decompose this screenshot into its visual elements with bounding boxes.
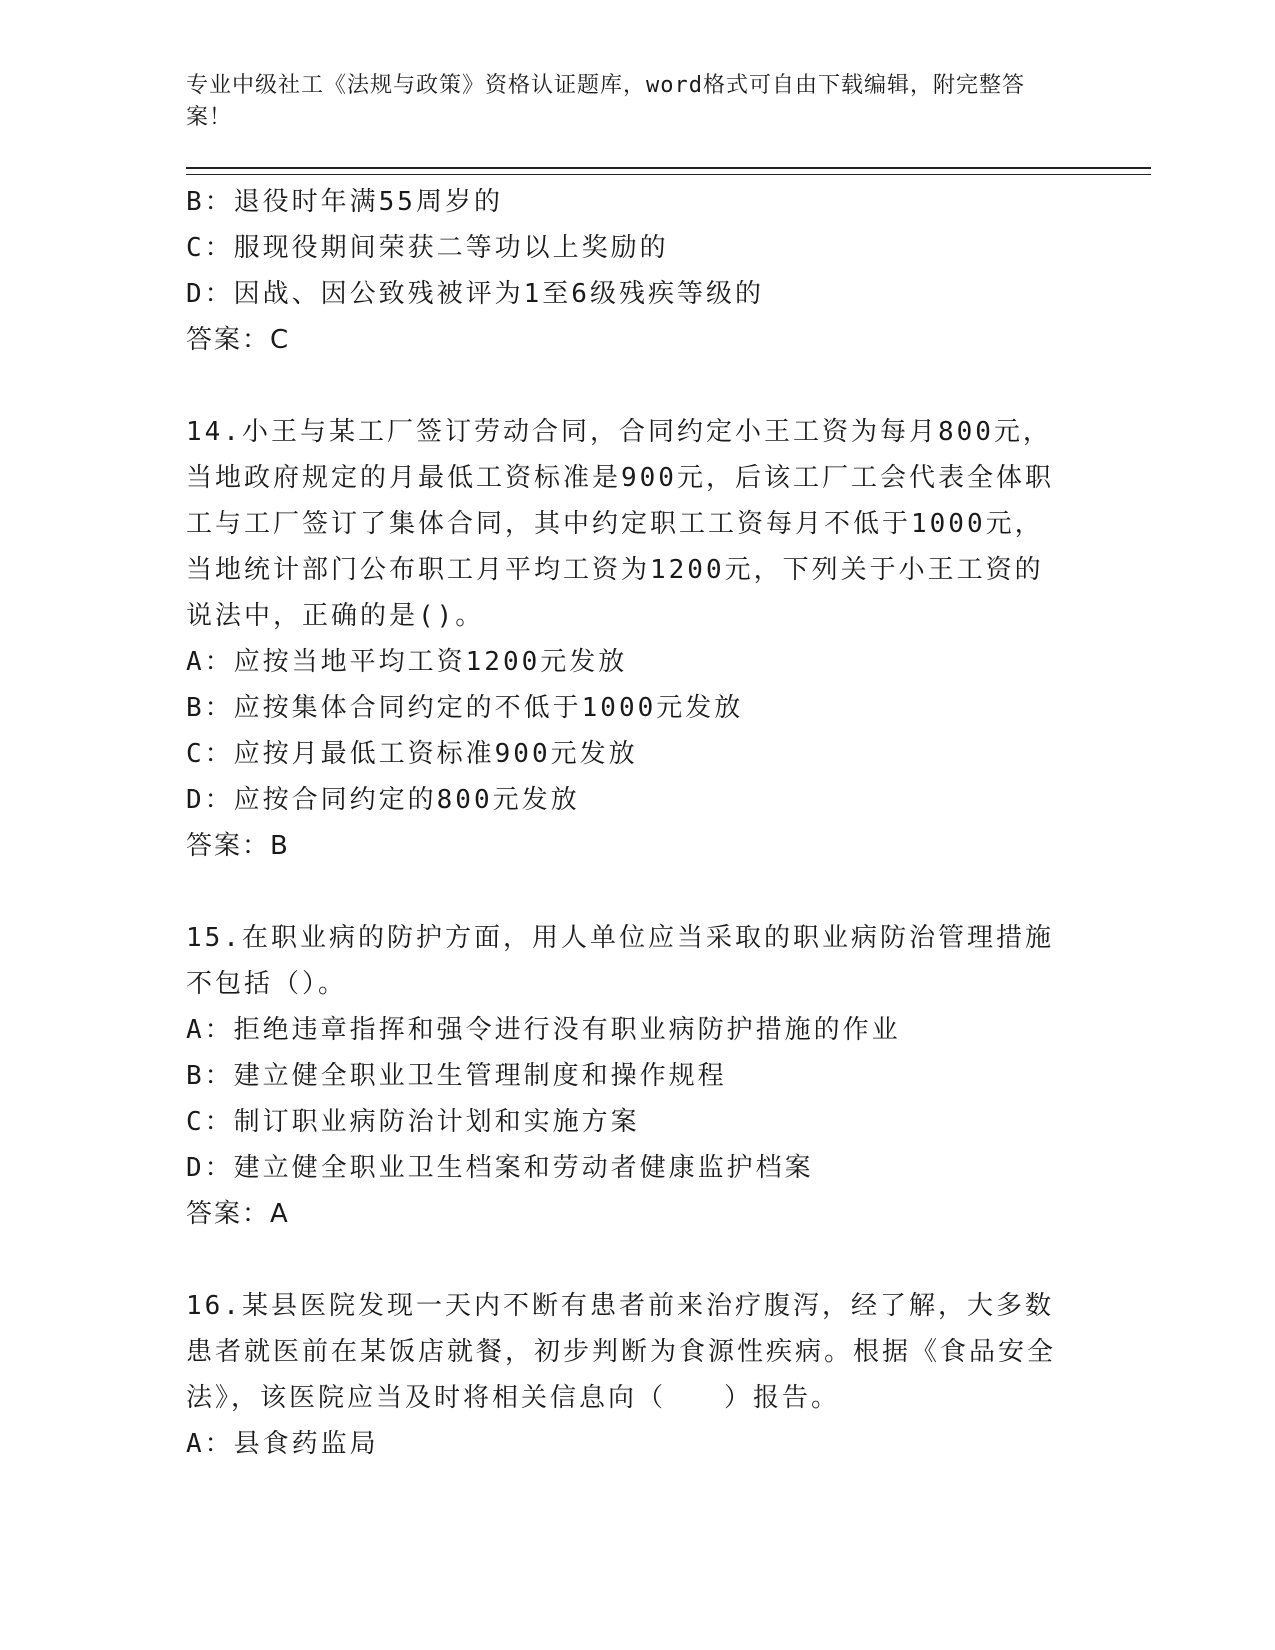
option-b: B：应按集体合同约定的不低于1000元发放	[186, 693, 744, 723]
option-d: D：建立健全职业卫生档案和劳动者健康监护档案	[186, 1153, 814, 1183]
option-c: C：应按月最低工资标准900元发放	[186, 739, 638, 769]
answer: 答案：B	[186, 831, 290, 861]
option-a: A：县食药监局	[186, 1429, 379, 1459]
question-stem: 14.小王与某工厂签订劳动合同，合同约定小王工资为每月800元，当地政府规定的月最低工资标准是900元，后该工厂工会代表全体职工与工厂签订了集体合同，其中约定职工工资每月不低于1000元，当地统计部门公布职工月平均工资为1200元，下列关于小王工资的说法中，正确的是()。	[186, 417, 1054, 631]
option-b: B：退役时年满55周岁的	[186, 187, 503, 217]
document-header: 专业中级社工《法规与政策》资格认证题库，word格式可自由下载编辑，附完整答案！	[186, 73, 1025, 130]
question-14	[186, 409, 1066, 869]
question-15	[186, 915, 1066, 1237]
option-a: A：拒绝违章指挥和强令进行没有职业病防护措施的作业	[186, 1015, 901, 1045]
option-b: B：建立健全职业卫生管理制度和操作规程	[186, 1061, 727, 1091]
option-d: D：因战、因公致残被评为1至6级残疾等级的	[186, 279, 764, 309]
answer: 答案：A	[186, 1199, 290, 1229]
option-a: A：应按当地平均工资1200元发放	[186, 647, 628, 677]
question-16	[186, 1283, 1066, 1467]
document-page	[186, 70, 1151, 1467]
question-13-continued	[186, 179, 1066, 363]
header-rule	[186, 167, 1151, 175]
question-stem: 15.在职业病的防护方面，用人单位应当采取的职业病防治管理措施不包括（）。	[186, 923, 1054, 999]
option-d: D：应按合同约定的800元发放	[186, 785, 580, 815]
option-c: C：服现役期间荣获二等功以上奖励的	[186, 233, 669, 263]
option-c: C：制订职业病防治计划和实施方案	[186, 1107, 640, 1137]
question-stem: 16.某县医院发现一天内不断有患者前来治疗腹泻，经了解，大多数患者就医前在某饭店就餐，初步判断为食源性疾病。根据《食品安全法》，该医院应当及时将相关信息向（ ）报告。	[186, 1291, 1057, 1413]
answer: 答案：C	[186, 325, 291, 355]
